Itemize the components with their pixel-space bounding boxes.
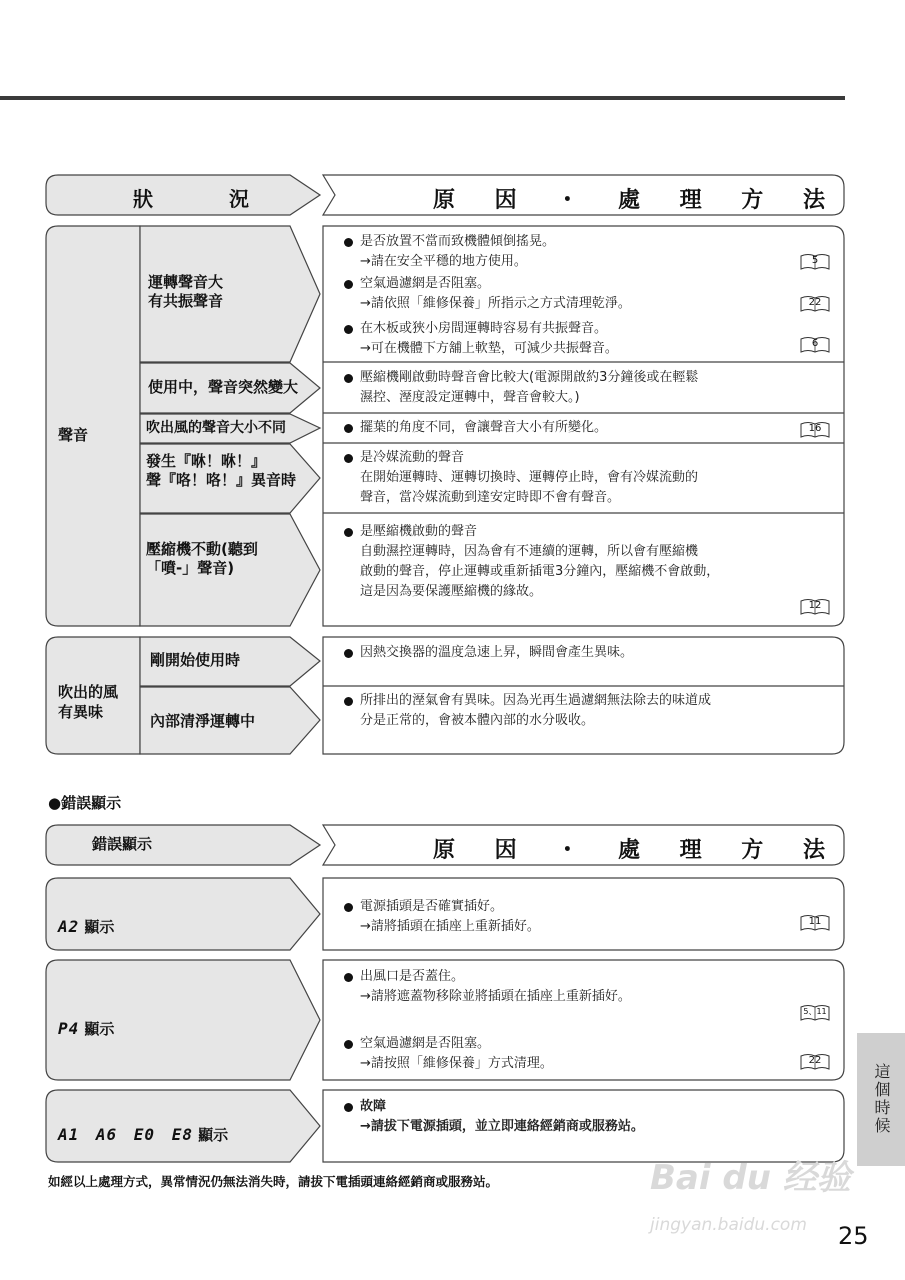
side-tab-label: 這個時候 <box>872 1063 891 1135</box>
situation-first-use: 剛開始使用時 <box>150 651 241 669</box>
error-cause-item: 故障 →請拔下電源插頭，並立即連絡經銷商或服務站。 <box>360 1097 644 1137</box>
category-smell: 吹出的風 有異味 <box>58 683 119 721</box>
book-ref-icon: 11 <box>800 914 830 931</box>
cause-item: 是壓縮機啟動的聲音 自動濕控運轉時，因為會有不連續的運轉，所以會有壓縮機 啟動的聲音，停止運轉或重新插電3分鐘內，壓縮機不會啟動， 這是因為要保護壓縮機的緣故。 <box>360 522 719 602</box>
cause-item: 因熱交換器的溫度急速上昇，瞬間會產生異味。 <box>360 643 633 663</box>
cause-item: 是否放置不當而致機體傾倒搖晃。 →請在安全平穩的地方使用。 <box>360 232 555 272</box>
book-ref-icon: 5、11 <box>800 1004 830 1021</box>
side-tab <box>857 1033 905 1166</box>
error-code-a2: A2 顯示 <box>58 917 115 936</box>
book-ref-icon: 22 <box>800 295 830 312</box>
book-ref-icon: 5 <box>800 253 830 270</box>
table-header-cause: 原 因 ・ 處 理 方 法 <box>433 188 841 213</box>
error-code-p4: P4 顯示 <box>58 1019 115 1038</box>
error-section-title: ●錯誤顯示 <box>48 794 122 812</box>
error-cause-item: 電源插頭是否確實插好。 →請將插頭在插座上重新插好。 <box>360 897 540 937</box>
cause-item: 在木板或狹小房間運轉時容易有共振聲音。 →可在機體下方舖上軟墊，可減少共振聲音。 <box>360 319 618 359</box>
footer-note: 如經以上處理方式，異常情況仍無法消失時，請拔下電插頭連絡經銷商或服務站。 <box>48 1174 499 1189</box>
page-number: 25 <box>838 1222 869 1250</box>
book-ref-icon: 22 <box>800 1053 830 1070</box>
cause-item: 所排出的溼氣會有異味。因為光再生過濾網無法除去的味道成 分是正常的，會被本體內部的水分吸收。 <box>360 691 711 731</box>
situation-compressor-stop: 壓縮機不動(聽到 「噴-」聲音) <box>146 540 258 577</box>
category-sound: 聲音 <box>58 426 89 444</box>
situation-wind-noise: 吹出風的聲音大小不同 <box>146 420 286 436</box>
cause-item: 壓縮機剛啟動時聲音會比較大(電源開啟約3分鐘後或在輕鬆 濕控、溼度設定運轉中，聲音會較大。) <box>360 368 698 408</box>
watermark-url: jingyan.baidu.com <box>650 1215 807 1235</box>
error-cause-item: 出風口是否蓋住。 →請將遮蓋物移除並將插頭在插座上重新插好。 <box>360 967 631 1007</box>
cause-item: 擺葉的角度不同，會讓聲音大小有所變化。 <box>360 418 607 438</box>
error-header-cause: 原 因 ・ 處 理 方 法 <box>433 838 841 863</box>
cause-item: 是冷媒流動的聲音 在開始運轉時、運轉切換時、運轉停止時，會有冷媒流動的 聲音，當冷媒流動到達安定時即不會有聲音。 <box>360 448 698 508</box>
situation-inner-clean: 內部清淨運轉中 <box>150 712 256 730</box>
situation-hiss-noise: 發生『咻！咻！』 聲『咯！咯！』異音時 <box>146 452 297 489</box>
watermark-logo: Bai du 经验 <box>650 1158 851 1198</box>
book-ref-icon: 6 <box>800 336 830 353</box>
book-ref-icon: 12 <box>800 598 830 615</box>
book-ref-icon: 16 <box>800 421 830 438</box>
error-header-left: 錯誤顯示 <box>92 835 153 853</box>
error-cause-item: 空氣過濾網是否阻塞。 →請按照「維修保養」方式清理。 <box>360 1034 553 1074</box>
cause-item: 空氣過濾網是否阻塞。 →請依照「維修保養」所指示之方式清理乾淨。 <box>360 274 631 314</box>
situation-noise-loud: 運轉聲音大 有共振聲音 <box>148 273 224 310</box>
table-header-situation: 狀 況 <box>133 187 277 211</box>
error-code-fault: A1 A6 E0 E8 顯示 <box>58 1125 229 1144</box>
situation-noise-sudden: 使用中，聲音突然變大 <box>148 378 299 396</box>
